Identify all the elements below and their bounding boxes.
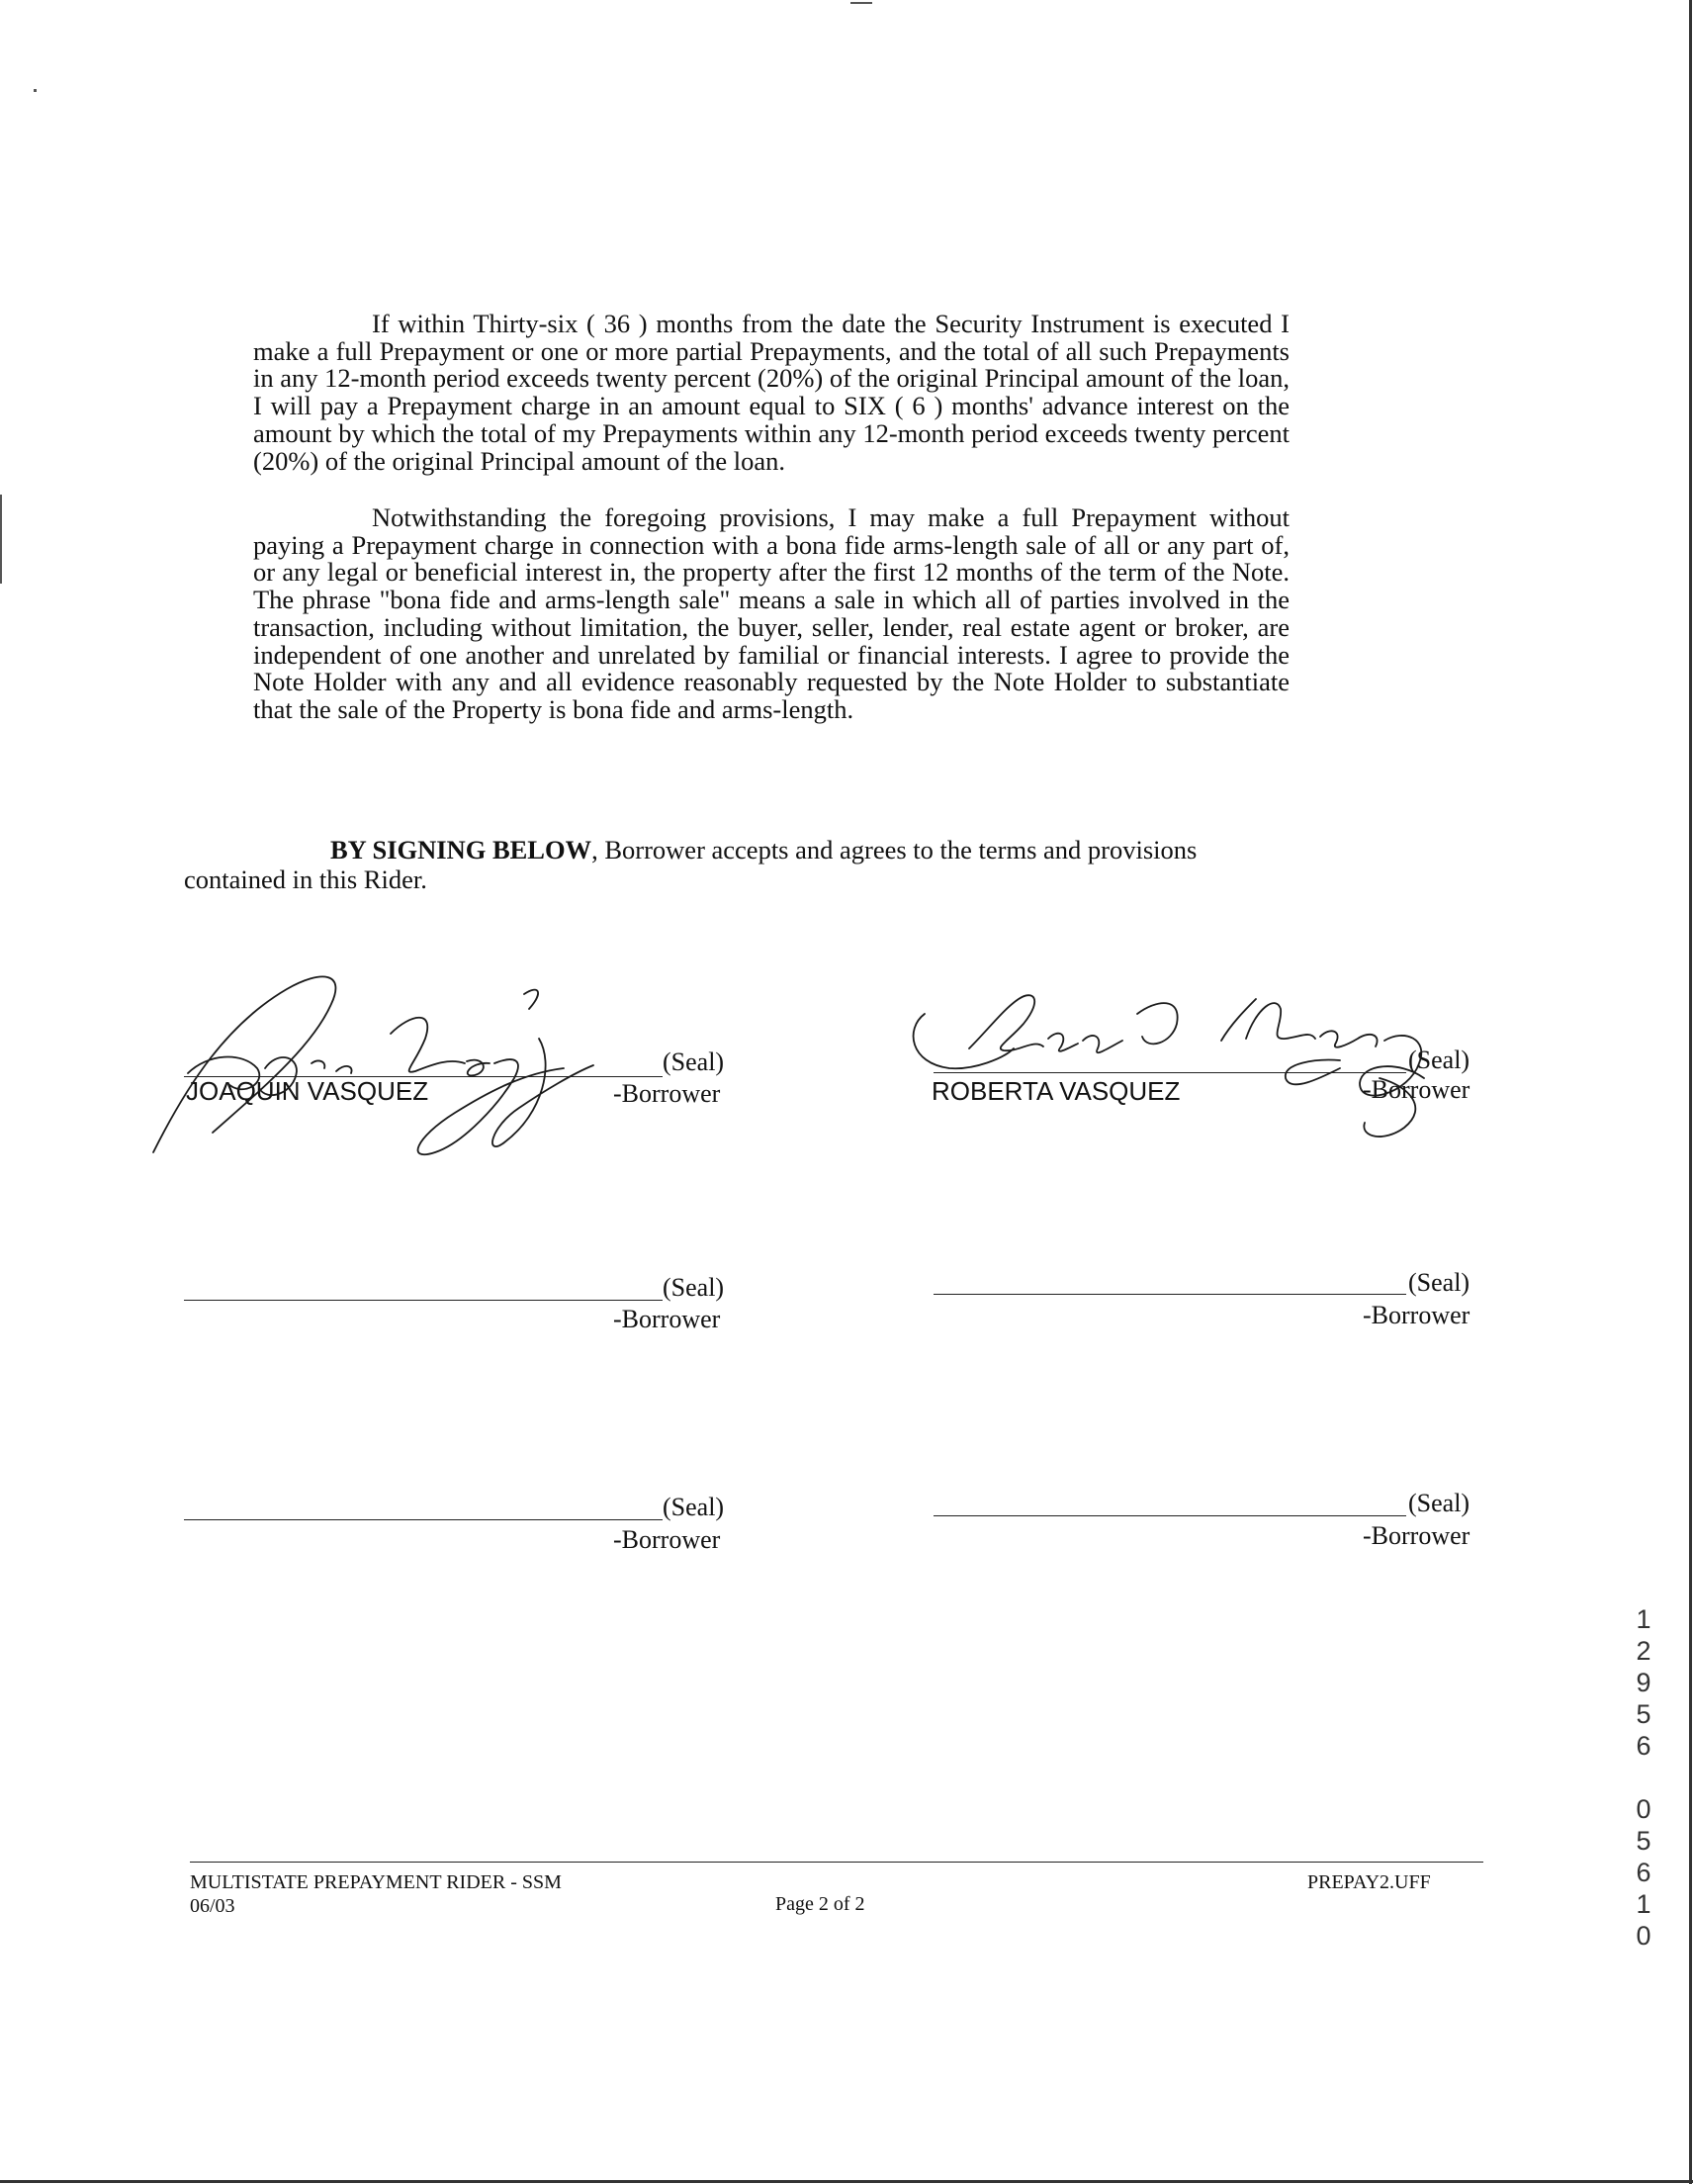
seal-label: (Seal) [1408, 1268, 1470, 1297]
borrower-label: -Borrower [1363, 1521, 1470, 1550]
seal-label: (Seal) [663, 1273, 725, 1302]
signature-line-borrower-4 [934, 1294, 1406, 1295]
footer-rule [190, 1862, 1483, 1863]
footer-form-name: MULTISTATE PREPAYMENT RIDER - SSM [190, 1871, 562, 1893]
signing-rest: , Borrower accepts and agrees to the terms and provisions contained in this Rider. [184, 835, 1198, 894]
prepayment-paragraph [253, 311, 1290, 475]
borrower-label: -Borrower [1363, 1301, 1470, 1329]
signature-line-borrower-3 [184, 1300, 663, 1301]
seal-label: (Seal) [663, 1493, 725, 1521]
borrower-label: -Borrower [613, 1525, 721, 1554]
signing-lead: BY SIGNING BELOW [330, 835, 592, 864]
prepayment-charge-text: If within Thirty-six ( 36 ) months from the date the Security Instrument is executed I make a full Prepayment or one or more partial Prepayments, and the total of all such Prepayments in any 12-month period exceeds twenty percent (20%) of the original Principal amount of the loan, I will pay a Prepayment charge in an amount equal to SIX ( 6 ) months' advance interest on the amount by which the total of my Prepayments within any 12-month period exceeds twenty percent (20%) of the original Principal amount of the loan. [253, 309, 1290, 476]
printed-name-borrower-1: JOAQUIN VASQUEZ [186, 1076, 429, 1106]
footer-page-number: Page 2 of 2 [775, 1893, 865, 1915]
signing-statement [184, 835, 1272, 894]
signature-line-borrower-6 [934, 1515, 1406, 1516]
scan-speck [850, 2, 872, 4]
scan-speck [0, 495, 2, 584]
seal-label: (Seal) [1408, 1046, 1470, 1074]
footer-file-code: PREPAY2.UFF [1307, 1871, 1431, 1893]
exception-paragraph [253, 504, 1290, 724]
seal-label: (Seal) [1408, 1489, 1470, 1517]
scan-edge-right [1689, 0, 1692, 2184]
borrower-label: -Borrower [1363, 1075, 1470, 1104]
arms-length-sale-text: Notwithstanding the foregoing provisions, I may make a full Prepayment without paying a Prepayment charge in connection with a bona fide arms-length sale of all or any part of, or any legal or beneficial interest in, the property after the first 12 months of the term of the Note. The phrase "bona fide and arms-length sale" means a sale in which all of parties involved in the transaction, including without limitation, the buyer, seller, lender, real estate agent or broker, are independent of one another and unrelated by familial or financial interests. I agree to provide the Note Holder with any and all evidence reasonably requested by the Note Holder to substantiate that the sale of the Property is bona fide and arms-length. [253, 502, 1290, 724]
document-id-stamp: 12956 05610 [1629, 1604, 1658, 1953]
seal-label: (Seal) [663, 1047, 725, 1076]
scan-speck [34, 89, 37, 92]
handwritten-signature-roberta [895, 969, 1444, 1152]
borrower-label: -Borrower [613, 1305, 721, 1333]
borrower-label: -Borrower [613, 1079, 721, 1108]
handwritten-signature-joaquin [148, 964, 643, 1177]
scan-edge-bottom [0, 2180, 1693, 2183]
printed-name-borrower-2: ROBERTA VASQUEZ [932, 1076, 1181, 1106]
signature-line-borrower-5 [184, 1519, 663, 1520]
footer-form-date: 06/03 [190, 1895, 235, 1917]
